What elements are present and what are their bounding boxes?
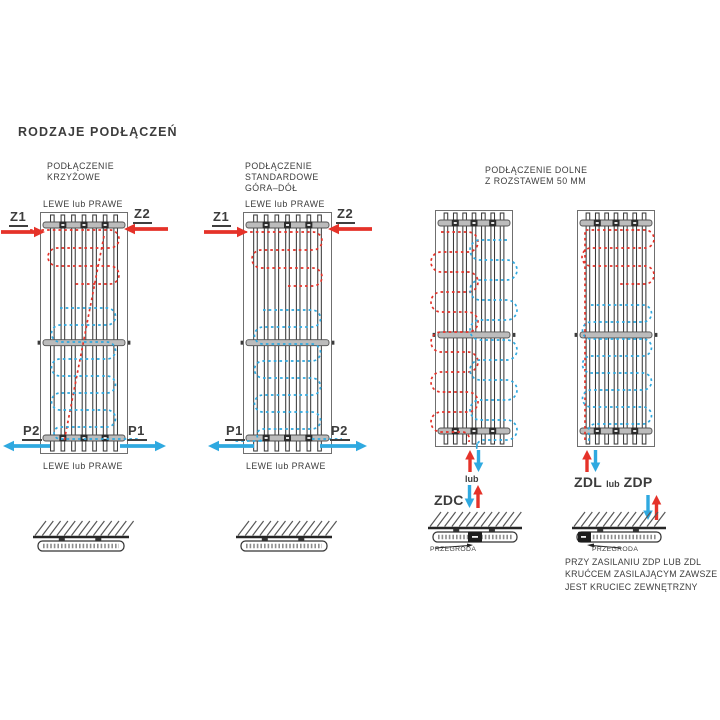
wall-section-d2: [236, 521, 337, 551]
diagram2-bottom-note: LEWE lub PRAWE: [246, 461, 326, 471]
radiator-dolne-zdc: [431, 211, 517, 450]
external-stub-note: [565, 556, 717, 593]
zdc-or-word: lub: [465, 474, 479, 484]
diagram1-title-line1: PODŁĄCZENIE: [47, 161, 115, 171]
note-line3: JEST KRUCIEC ZEWNĘTRZNY: [565, 581, 698, 592]
z1-supply-arrow-d2: [204, 227, 248, 238]
przegroda-label-zdc: PRZEGRODA: [430, 546, 477, 553]
wall-section-d1: [33, 521, 134, 551]
diagram2-p2-label: P2: [330, 423, 350, 441]
zdl-supply-up-arrow: [582, 450, 592, 472]
section-dolne-title-line1: PODŁĄCZENIE DOLNE: [485, 165, 588, 175]
zdl-zdp-or-word: lub: [606, 479, 620, 489]
przegroda-label-zdl: PRZEGRODA: [592, 546, 639, 553]
page-title: RODZAJE PODŁĄCZEŃ: [18, 125, 178, 139]
diagram2-z1-label: Z1: [212, 209, 231, 227]
diagram2-z2-label: Z2: [336, 206, 355, 224]
zdc-label: ZDC: [434, 492, 464, 508]
diagram1-title-line2: KRZYŻOWE: [47, 172, 101, 182]
radiator-standardowe: [233, 213, 342, 454]
zdc-floor-up-arrow: [473, 485, 483, 508]
diagram1-p2-label: P2: [22, 423, 42, 441]
zdc-supply-up-arrow: [465, 450, 475, 472]
zdp-label: ZDP: [623, 474, 653, 490]
zdl-label: ZDL: [574, 474, 603, 490]
diagram1-z1-label: Z1: [9, 209, 28, 227]
note-line2: KRUĆCEM ZASILAJĄCYM ZAWSZE: [565, 569, 718, 580]
z1-supply-arrow-d1: [1, 227, 45, 238]
diagram2-title-line3: GÓRA–DÓŁ: [245, 183, 298, 193]
diagram2-p1-label: P1: [225, 423, 245, 441]
zdl-return-down-arrow: [591, 450, 601, 472]
note-line1: PRZY ZASILANIU ZDP LUB ZDL: [565, 557, 702, 567]
diagram1-title: [47, 161, 114, 183]
zdl-floor-up-arrow: [652, 495, 662, 520]
diagram2-title-line2: STANDARDOWE: [245, 172, 319, 182]
zdc-floor-down-arrow: [465, 485, 475, 508]
diagram1-z2-label: Z2: [133, 206, 152, 224]
z2-supply-arrow-d2: [328, 224, 372, 235]
radiator-dolne-zdl-zdp: [575, 211, 658, 447]
diagram1-bottom-note: LEWE lub PRAWE: [43, 461, 123, 471]
section-dolne-title: [485, 165, 587, 187]
zdl-zdp-label: [574, 474, 653, 492]
radiator-krzyzowe: [30, 213, 138, 454]
diagram2-title-line1: PODŁĄCZENIE: [245, 161, 313, 171]
diagram1-top-note: LEWE lub PRAWE: [43, 199, 123, 209]
zdc-return-down-arrow: [474, 450, 484, 472]
section-dolne-title-line2: Z ROZSTAWEM 50 MM: [485, 176, 586, 186]
wall-section-zdl: [572, 512, 666, 548]
diagram2-top-note: LEWE lub PRAWE: [245, 199, 325, 209]
wall-section-zdc: [428, 512, 522, 548]
diagram2-title: [245, 161, 319, 194]
diagram1-p1-label: P1: [127, 423, 147, 441]
z2-supply-arrow-d1: [124, 224, 168, 235]
